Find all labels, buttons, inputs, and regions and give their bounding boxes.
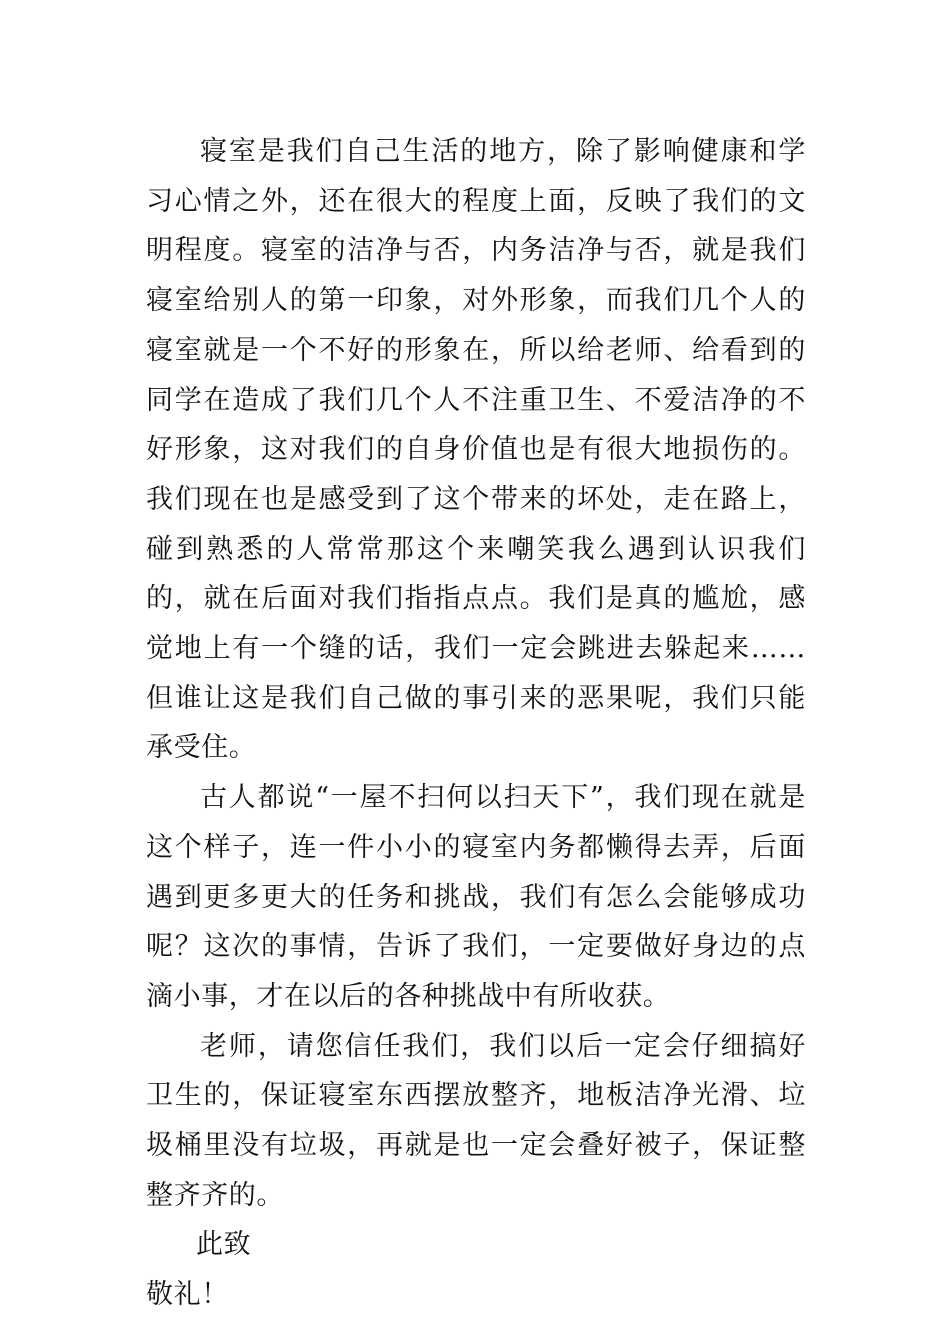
letter-body	[146, 127, 806, 1320]
paragraph-ancient-saying: 古人都说“一屋不扫何以扫天下”，我们现在就是这个样子，连一件小小的寝室内务都懒得去弄，后面遇到更多更大的任务和挑战，我们有怎么会能够成功呢？这次的事情，告诉了我们，一定要做好身边的点滴小事，才在以后的各种挑战中有所收获。	[146, 782, 806, 1012]
paragraph-dorm-impression: 寝室是我们自己生活的地方，除了影响健康和学习心情之外，还在很大的程度上面，反映了我们的文明程度。寝室的洁净与否，内务洁净与否，就是我们寝室给别人的第一印象，对外形象，而我们几个人的寝室就是一个不好的形象在，所以给老师、给看到的同学在造成了我们几个人不注重卫生、不爱洁净的不好形象，这对我们的自身价值也是有很大地损伤的。我们现在也是感受到了这个带来的坏处，走在路上，碰到熟悉的人常常那这个来嘲笑我么遇到认识我们的，就在后面对我们指指点点。我们是真的尴尬，感觉地上有一个缝的话，我们一定会跳进去躲起来……但谁让这是我们自己做的事引来的恶果呢，我们只能承受住。	[146, 136, 806, 764]
closing-phrase: 此致	[196, 1229, 252, 1261]
salutation: 敬礼！	[146, 1279, 229, 1311]
paragraph-promise: 老师，请您信任我们，我们以后一定会仔细搞好卫生的，保证寝室东西摆放整齐，地板洁净光滑、垃圾桶里没有垃圾，再就是也一定会叠好被子，保证整整齐齐的。	[146, 1030, 806, 1211]
